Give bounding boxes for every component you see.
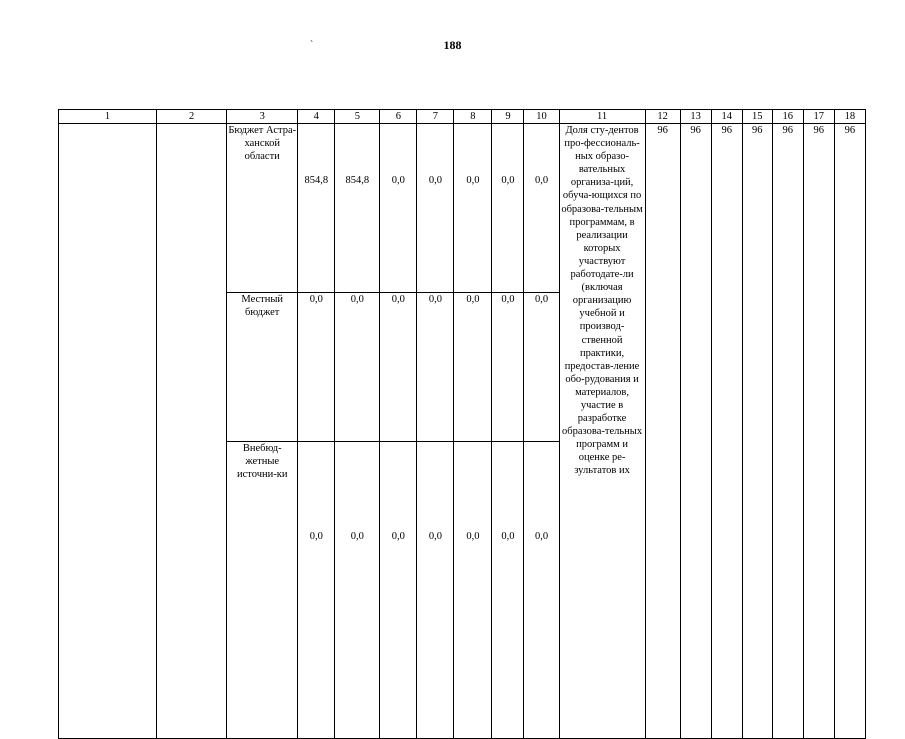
header-cell: 11	[559, 110, 645, 124]
empty-cell	[157, 124, 227, 739]
target-value: 96	[834, 124, 865, 739]
target-value: 96	[803, 124, 834, 739]
header-cell: 5	[335, 110, 380, 124]
empty-cell	[59, 124, 157, 739]
target-value: 96	[711, 124, 742, 739]
header-cell: 16	[772, 110, 803, 124]
value-cell: 0,0	[492, 442, 524, 739]
value-cell: 854,8	[335, 124, 380, 293]
header-cell: 15	[742, 110, 772, 124]
header-cell: 6	[380, 110, 417, 124]
value-cell: 0,0	[454, 124, 492, 293]
value-cell: 0,0	[417, 442, 454, 739]
value-cell: 0,0	[524, 442, 559, 739]
value-cell: 0,0	[492, 124, 524, 293]
value-cell: 0,0	[417, 293, 454, 442]
budget-table	[58, 109, 866, 739]
header-cell: 18	[834, 110, 865, 124]
value-cell: 0,0	[524, 293, 559, 442]
value-cell: 0,0	[298, 442, 335, 739]
header-cell: 10	[524, 110, 559, 124]
value-cell: 0,0	[492, 293, 524, 442]
header-cell: 4	[298, 110, 335, 124]
header-cell: 14	[711, 110, 742, 124]
header-cell: 1	[59, 110, 157, 124]
value-cell: 0,0	[524, 124, 559, 293]
header-cell: 3	[227, 110, 298, 124]
value-cell: 0,0	[417, 124, 454, 293]
table-row	[59, 124, 866, 293]
funding-source: Бюджет Астра-ханской области	[227, 124, 298, 293]
header-cell: 12	[645, 110, 680, 124]
funding-source: Внебюд-жетные источни-ки	[227, 442, 298, 739]
header-cell: 2	[157, 110, 227, 124]
value-cell: 854,8	[298, 124, 335, 293]
target-value: 96	[772, 124, 803, 739]
value-cell: 0,0	[454, 442, 492, 739]
header-cell: 13	[680, 110, 711, 124]
target-value: 96	[742, 124, 772, 739]
page-number: 188	[443, 38, 462, 52]
value-cell: 0,0	[380, 293, 417, 442]
target-value: 96	[645, 124, 680, 739]
indicator-description: Доля сту-дентов про-фессиональ-ных образо-вательных организа-ций, обуча-ющихся по образова-тельным программам, в реализации которых участвуют работодате-ли (включая организацию учебной и производ-ственной практики, предостав-ление обо-рудования и материалов, участие в разработке образова-тельных программ и оценке ре-зультатов их	[559, 124, 645, 739]
value-cell: 0,0	[380, 442, 417, 739]
value-cell: 0,0	[454, 293, 492, 442]
value-cell: 0,0	[335, 293, 380, 442]
value-cell: 0,0	[335, 442, 380, 739]
page-mark: `	[310, 40, 314, 51]
header-cell: 7	[417, 110, 454, 124]
header-cell: 9	[492, 110, 524, 124]
header-row	[59, 110, 866, 124]
target-value: 96	[680, 124, 711, 739]
funding-source: Местный бюджет	[227, 293, 298, 442]
value-cell: 0,0	[298, 293, 335, 442]
value-cell: 0,0	[380, 124, 417, 293]
header-cell: 17	[803, 110, 834, 124]
header-cell: 8	[454, 110, 492, 124]
